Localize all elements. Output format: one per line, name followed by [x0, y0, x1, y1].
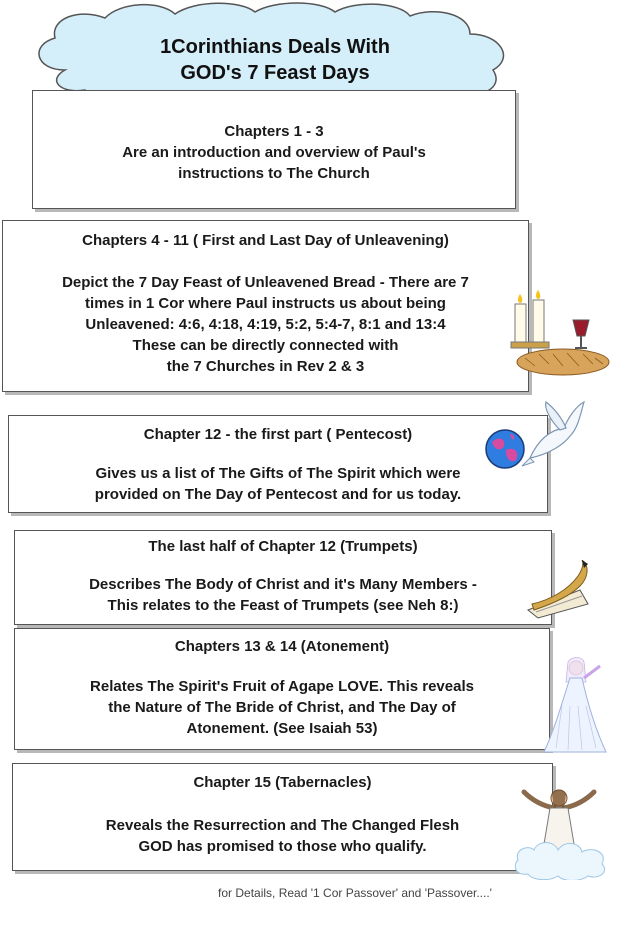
- body-line: Describes The Body of Christ and it's Many Members -: [89, 576, 477, 593]
- candles-bread-wine-icon: [505, 290, 620, 378]
- section-body: [3, 272, 528, 377]
- bride-icon: [542, 656, 612, 756]
- body-line: These can be directly connected with: [132, 337, 399, 354]
- body-line: Unleavened: 4:6, 4:18, 4:19, 5:2, 5:4-7, 8:1 and 13:4: [85, 316, 446, 333]
- body-line: GOD has promised to those who qualify.: [138, 838, 427, 855]
- body-line: Depict the 7 Day Feast of Unleavened Bread - There are 7: [62, 274, 469, 291]
- section-body: [9, 463, 547, 505]
- dove-icon: [520, 400, 588, 470]
- section-body: [33, 142, 515, 184]
- body-line: the Nature of The Bride of Christ, and The Day of: [108, 699, 456, 716]
- section-heading: Chapter 12 - the first part ( Pentecost): [143, 426, 413, 443]
- section-unleavened-bread: [2, 220, 529, 392]
- section-trumpets: [14, 530, 552, 625]
- section-pentecost: [8, 415, 548, 513]
- page-title: [60, 34, 490, 86]
- section-chapters-1-3: [32, 90, 516, 209]
- body-line: Atonement. (See Isaiah 53): [186, 720, 378, 737]
- body-line: Are an introduction and overview of Paul's: [122, 144, 426, 161]
- section-body: [15, 676, 549, 739]
- section-body: [15, 574, 551, 616]
- body-line: Gives us a list of The Gifts of The Spirit which were: [95, 465, 461, 482]
- body-line: This relates to the Feast of Trumpets (see Neh 8:): [107, 597, 459, 614]
- body-line: provided on The Day of Pentecost and for us today.: [94, 486, 462, 503]
- title-line-2: GOD's 7 Feast Days: [180, 62, 370, 84]
- section-heading: Chapters 4 - 11 ( First and Last Day of Unleavening): [82, 232, 449, 249]
- body-line: Relates The Spirit's Fruit of Agape LOVE. This reveals: [90, 678, 474, 695]
- body-line: instructions to The Church: [178, 165, 370, 182]
- section-atonement: [14, 628, 550, 750]
- body-line: times in 1 Cor where Paul instructs us about being: [85, 295, 446, 312]
- section-heading: The last half of Chapter 12 (Trumpets): [148, 538, 418, 555]
- footer-note: for Details, Read '1 Cor Passover' and 'Passover....': [218, 886, 492, 900]
- risen-figure-icon: [514, 780, 610, 880]
- shofar-scroll-icon: [520, 560, 600, 622]
- body-line: the 7 Churches in Rev 2 & 3: [166, 358, 365, 375]
- section-heading: Chapter 15 (Tabernacles): [193, 774, 372, 791]
- section-body: [13, 815, 552, 857]
- section-heading: Chapters 13 & 14 (Atonement): [174, 638, 390, 655]
- section-heading: Chapters 1 - 3: [224, 123, 324, 140]
- section-tabernacles: [12, 763, 553, 871]
- body-line: Reveals the Resurrection and The Changed Flesh: [105, 817, 460, 834]
- title-line-1: 1Corinthians Deals With: [160, 36, 390, 58]
